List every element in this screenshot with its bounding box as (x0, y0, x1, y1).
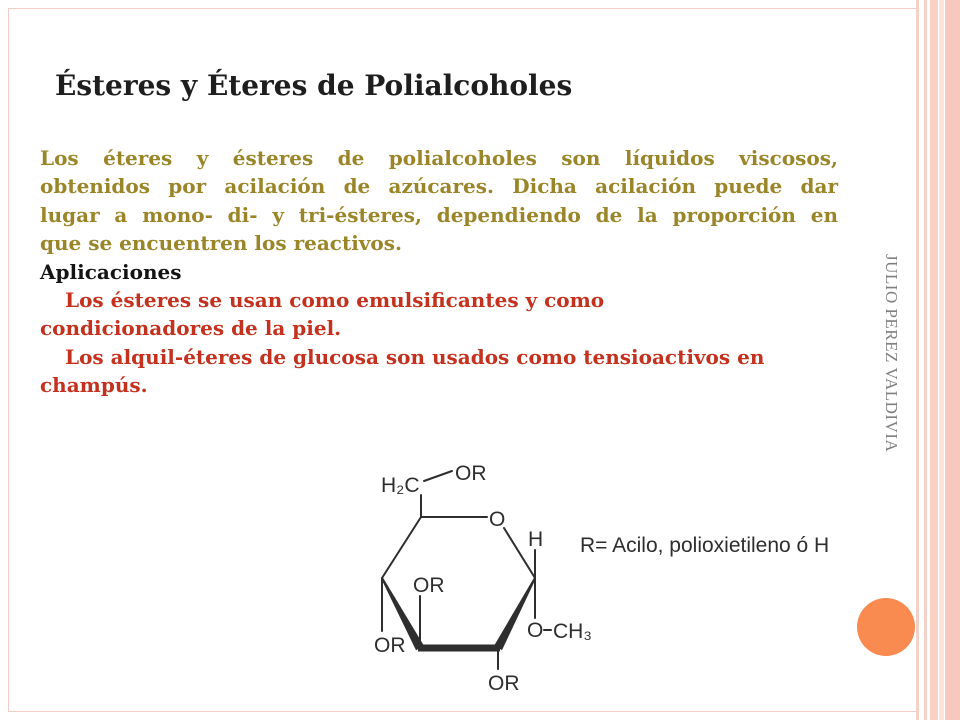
accent-circle (857, 598, 915, 656)
bond-c6-o6 (424, 471, 452, 481)
intro-line: obtenidos por acilación de azúcares. Dicha acilación puede dar (40, 174, 838, 199)
glucoside-structure (360, 450, 860, 710)
decor-stripe (916, 0, 919, 720)
label-ch3: CH₃ (553, 620, 592, 643)
slide-title: Ésteres y Éteres de Polialcoholes (55, 69, 573, 102)
intro-line: Los éteres y ésteres de polialcoholes son líquidos viscosos, (40, 146, 838, 170)
application-item (40, 286, 838, 343)
application-line: Los alquil-éteres de glucosa son usados como tensioactivos en (65, 344, 765, 369)
application-item (40, 343, 838, 400)
application-line: condicionadores de la piel. (40, 316, 342, 341)
label-or-top: OR (455, 462, 487, 485)
intro-line: que se encuentren los reactivos. (40, 231, 402, 256)
slide-body (40, 144, 838, 400)
structure-legend: R= Acilo, polioxietileno ó H (580, 534, 830, 557)
label-hydrogen: H (528, 528, 544, 551)
label-or-center: OR (413, 574, 445, 597)
intro-line: lugar a mono- di- y tri-ésteres, dependiendo de la proporción en (40, 202, 838, 227)
atom-labels (374, 462, 829, 695)
label-or-left: OR (374, 634, 406, 657)
applications-heading: Aplicaciones (40, 259, 182, 284)
decor-stripe (945, 0, 960, 720)
label-h2c: H₂C (381, 474, 420, 497)
bonds (382, 471, 551, 669)
label-ring-oxygen: O (489, 508, 506, 531)
label-or-bottom: OR (488, 672, 520, 695)
label-methoxy-oxygen: O (527, 619, 544, 642)
decor-stripe (939, 0, 944, 720)
application-line: Los ésteres se usan como emulsificantes y como (65, 287, 605, 312)
author-vertical-label: JULIO PEREZ VALDIVIA (882, 254, 901, 453)
decor-stripe (924, 0, 927, 720)
application-line: champús. (40, 373, 148, 398)
intro-paragraph (40, 144, 838, 258)
bond-c4-c5 (382, 517, 421, 578)
decor-stripe (930, 0, 938, 720)
bold-bond-c2-c3 (418, 645, 500, 652)
